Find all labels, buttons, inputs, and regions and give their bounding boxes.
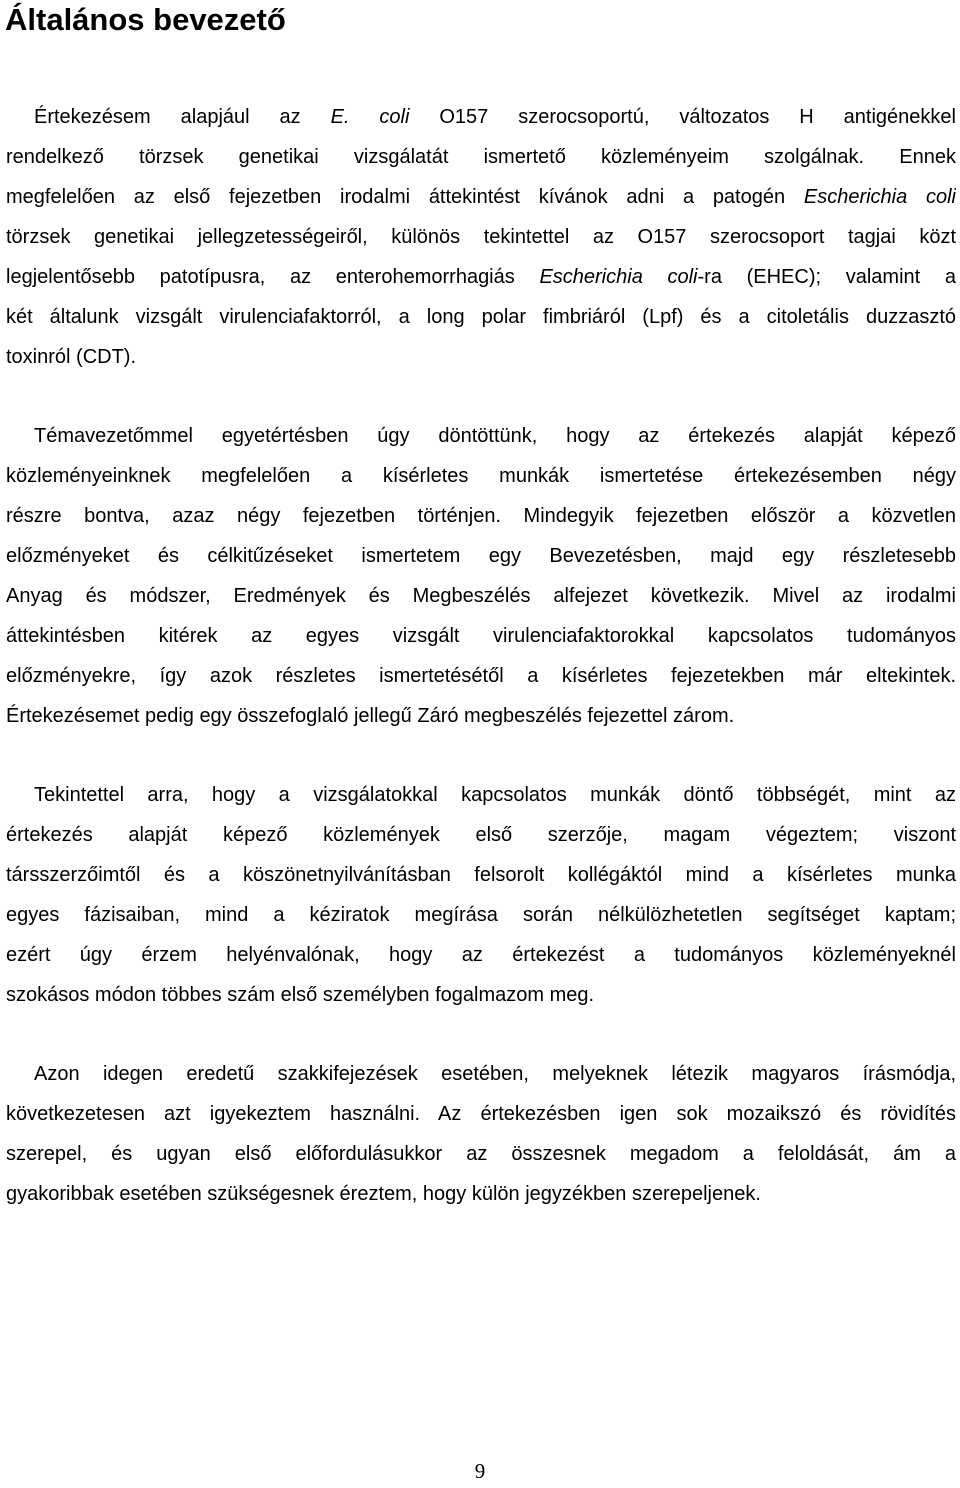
italic-term: E. coli — [330, 106, 410, 128]
text-run: gyakoribbak esetében szükségesnek éreztem, hogy külön jegyzékben szerepeljenek. — [6, 1183, 761, 1205]
italic-term: Escherichia coli — [539, 266, 698, 288]
text-line — [6, 496, 956, 536]
text-run: közleményeinknek megfelelően a kísérletes munkák ismertetése értekezésemben négy — [6, 465, 956, 487]
text-line-content — [6, 904, 956, 926]
text-run: O157 szerocsoportú, változatos H antigénekkel — [409, 106, 956, 128]
text-run: értekezés alapját képező közlemények első szerzője, magam végeztem; viszont — [6, 824, 956, 846]
text-run: áttekintésben kitérek az egyes vizsgált virulenciafaktorokkal kapcsolatos tudományos — [6, 625, 956, 647]
text-run: részre bontva, azaz négy fejezetben történjen. Mindegyik fejezetben először a közvetlen — [6, 505, 956, 527]
text-line — [6, 257, 956, 297]
text-line — [6, 97, 956, 137]
text-line — [6, 656, 956, 696]
text-line-content — [6, 226, 956, 248]
text-line — [6, 536, 956, 576]
text-line-content — [6, 505, 956, 527]
text-line — [6, 1054, 956, 1094]
text-run: következetesen azt igyekeztem használni. Az értekezésben igen sok mozaikszó és rövidítés — [6, 1103, 956, 1125]
text-line-content — [6, 266, 956, 288]
text-line-content — [6, 585, 956, 607]
text-line-content — [6, 824, 956, 846]
text-line — [6, 337, 956, 377]
text-line — [6, 297, 956, 337]
text-line-content — [6, 944, 956, 966]
text-line-content — [6, 1103, 956, 1125]
text-run: rendelkező törzsek genetikai vizsgálatát ismertető közleményeim szolgálnak. Ennek — [6, 146, 956, 168]
text-line — [6, 815, 956, 855]
text-run: -ra (EHEC); valamint a — [697, 266, 956, 288]
text-line — [6, 217, 956, 257]
text-run: toxinról (CDT). — [6, 346, 137, 368]
text-line — [6, 1134, 956, 1174]
text-run: Tekintettel arra, hogy a vizsgálatokkal kapcsolatos munkák döntő többségét, mint az — [34, 784, 956, 806]
text-line — [6, 895, 956, 935]
text-line — [6, 416, 956, 456]
text-line-content — [6, 665, 956, 687]
text-line-content — [6, 1183, 761, 1205]
text-line — [6, 696, 956, 736]
paragraph-terminology — [6, 1054, 956, 1214]
text-line-content — [6, 864, 956, 886]
paragraph-introduction — [6, 97, 956, 377]
paragraph-authorship — [6, 775, 956, 1015]
text-run: törzsek genetikai jellegzetességeiről, különös tekintettel az O157 szerocsoport tagjai közt — [6, 226, 956, 248]
page-title: Általános bevezető — [5, 2, 286, 37]
text-line-content — [6, 146, 956, 168]
text-run: társszerzőimtől és a köszönetnyilvánításban felsorolt kollégáktól mind a kísérletes munka — [6, 864, 956, 886]
text-run: egyes fázisaiban, mind a kéziratok megírása során nélkülözhetetlen segítséget kaptam; — [6, 904, 956, 926]
text-line-content — [34, 1063, 956, 1085]
text-line — [6, 975, 956, 1015]
paragraph-structure — [6, 416, 956, 736]
text-run: Értekezésemet pedig egy összefoglaló jellegű Záró megbeszélés fejezettel zárom. — [6, 705, 735, 727]
text-line — [6, 576, 956, 616]
text-line — [6, 775, 956, 815]
text-run: legjelentősebb patotípusra, az enterohemorrhagiás — [6, 266, 540, 288]
text-run: két általunk vizsgált virulenciafaktorról, a long polar fimbriáról (Lpf) és a citoletális duzzasztó — [6, 306, 956, 328]
text-run: szokásos módon többes szám első személyben fogalmazom meg. — [6, 984, 595, 1006]
text-line — [6, 935, 956, 975]
text-line-content — [6, 984, 594, 1006]
text-line-content — [6, 625, 956, 647]
text-line — [6, 456, 956, 496]
text-line-content — [34, 106, 956, 128]
text-run: Anyag és módszer, Eredmények és Megbeszélés alfejezet következik. Mivel az irodalmi — [6, 585, 956, 607]
text-run: előzményekre, így azok részletes ismertetésétől a kísérletes fejezetekben már eltekintek. — [6, 665, 956, 687]
text-line — [6, 177, 956, 217]
text-line — [6, 137, 956, 177]
text-line-content — [6, 545, 956, 567]
text-line-content — [6, 465, 956, 487]
text-line-content — [6, 306, 956, 328]
page-number: 9 — [474, 1459, 486, 1483]
text-line-content — [6, 705, 734, 727]
text-run: ezért úgy érzem helyénvalónak, hogy az értekezést a tudományos közleményeknél — [6, 944, 956, 966]
text-line-content — [6, 1143, 956, 1165]
italic-term: Escherichia coli — [803, 186, 956, 208]
text-line — [6, 855, 956, 895]
text-run: Témavezetőmmel egyetértésben úgy döntöttünk, hogy az értekezés alapját képező — [34, 425, 956, 447]
text-line — [6, 1094, 956, 1134]
text-line-content — [34, 784, 956, 806]
text-line — [6, 1174, 956, 1214]
text-run: Azon idegen eredetű szakkifejezések esetében, melyeknek létezik magyaros írásmódja, — [34, 1063, 956, 1085]
text-run: szerepel, és ugyan első előfordulásukkor az összesnek megadom a feloldását, ám a — [6, 1143, 956, 1165]
text-run: Értekezésem alapjául az — [34, 106, 331, 128]
text-line — [6, 616, 956, 656]
text-line-content — [6, 186, 956, 208]
text-line-content — [34, 425, 956, 447]
text-line-content — [6, 346, 136, 368]
text-run: előzményeket és célkitűzéseket ismertetem egy Bevezetésben, majd egy részletesebb — [6, 545, 956, 567]
text-run: megfelelően az első fejezetben irodalmi áttekintést kívánok adni a patogén — [6, 186, 804, 208]
